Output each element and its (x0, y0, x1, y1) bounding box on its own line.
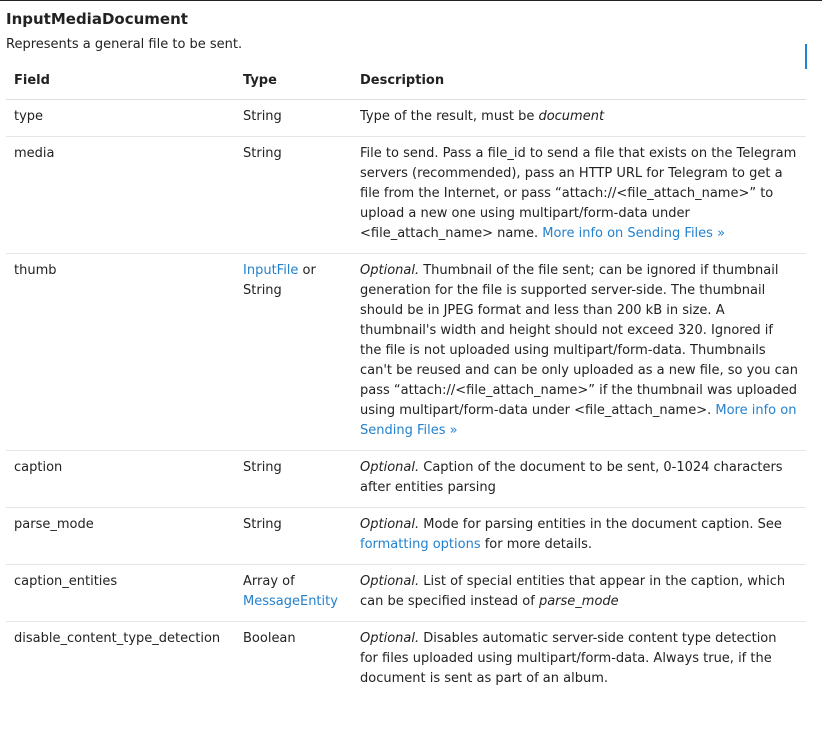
top-border (0, 0, 822, 1)
field-name: caption (6, 451, 235, 508)
table-row (6, 565, 806, 622)
field-type: String (243, 109, 282, 124)
optional-label: Optional. (360, 263, 420, 278)
description-text: File to send. Pass a file_id to send a file that exists on the Telegram servers (recommended), pass an HTTP URL for Telegram to get a file from the Internet, or pass “attach://<file_attach_name>” to upload a new one using multipart/form-data under <file_attach_name> name. (360, 146, 797, 241)
fields-table (6, 63, 806, 698)
field-description (352, 622, 806, 699)
field-description (352, 451, 806, 508)
more-info-link[interactable]: More info on Sending Files » (360, 403, 797, 438)
header-description: Description (352, 63, 806, 100)
field-name: type (14, 109, 44, 124)
header-field: Field (6, 63, 235, 100)
field-description (352, 254, 806, 451)
table-row (6, 451, 806, 508)
field-description (352, 508, 806, 565)
type-text: or String (243, 263, 316, 298)
table-row (6, 622, 806, 699)
field-type: String (235, 508, 352, 565)
field-name: media (6, 137, 235, 254)
table-row (6, 254, 806, 451)
field-name: disable_content_type_detection (6, 622, 235, 699)
field-type (235, 565, 352, 622)
field-type: String (235, 137, 352, 254)
description-text: Type of the result, must be (360, 109, 539, 124)
description-text-tail: for more details. (480, 537, 592, 552)
section-title: InputMediaDocument (6, 10, 188, 28)
optional-label: Optional. (360, 631, 420, 646)
field-type (235, 254, 352, 451)
field-name: thumb (6, 254, 235, 451)
description-text: Mode for parsing entities in the document caption. See (419, 517, 782, 532)
field-description (352, 137, 806, 254)
field-description (352, 100, 806, 137)
optional-label: Optional. (360, 574, 420, 589)
type-link-inputfile[interactable]: InputFile (243, 263, 299, 278)
description-text: Thumbnail of the file sent; can be ignored if thumbnail generation for the file is supported server-side. The thumbnail should be in JPEG format and less than 200 kB in size. A thumbnail's width and height should not exceed 320. Ignored if the file is not uploaded using multipart/form-data. Thumbnails can't be reused and can be only uploaded as a new file, so you can pass “attach://<file_attach_name>” if the thumbnail was uploaded using multipart/form-data under <file_attach_name>. (360, 263, 799, 418)
description-emphasis: parse_mode (538, 594, 619, 609)
table-row (6, 137, 806, 254)
optional-label: Optional. (360, 460, 420, 475)
description-text: List of special entities that appear in the caption, which can be specified instead of (360, 574, 786, 609)
table-row (6, 508, 806, 565)
table-row (6, 100, 806, 137)
field-description (352, 565, 806, 622)
type-link-messageentity[interactable]: MessageEntity (243, 594, 338, 609)
optional-label: Optional. (360, 517, 420, 532)
field-type: Boolean (235, 622, 352, 699)
field-name: caption_entities (6, 565, 235, 622)
description-text: Disables automatic server-side content type detection for files uploaded using multipart/form-data. Always true, if the document is sent as part of an album. (360, 631, 777, 686)
field-name: parse_mode (6, 508, 235, 565)
formatting-options-link[interactable]: formatting options (360, 537, 481, 552)
type-text: Array of (243, 574, 295, 589)
field-type: String (235, 451, 352, 508)
section-description: Represents a general file to be sent. (6, 37, 243, 52)
description-text: Caption of the document to be sent, 0-1024 characters after entities parsing (360, 460, 783, 495)
table-header-row (6, 63, 806, 100)
description-emphasis: document (538, 109, 605, 124)
more-info-link[interactable]: More info on Sending Files » (542, 226, 726, 241)
header-type: Type (235, 63, 352, 100)
